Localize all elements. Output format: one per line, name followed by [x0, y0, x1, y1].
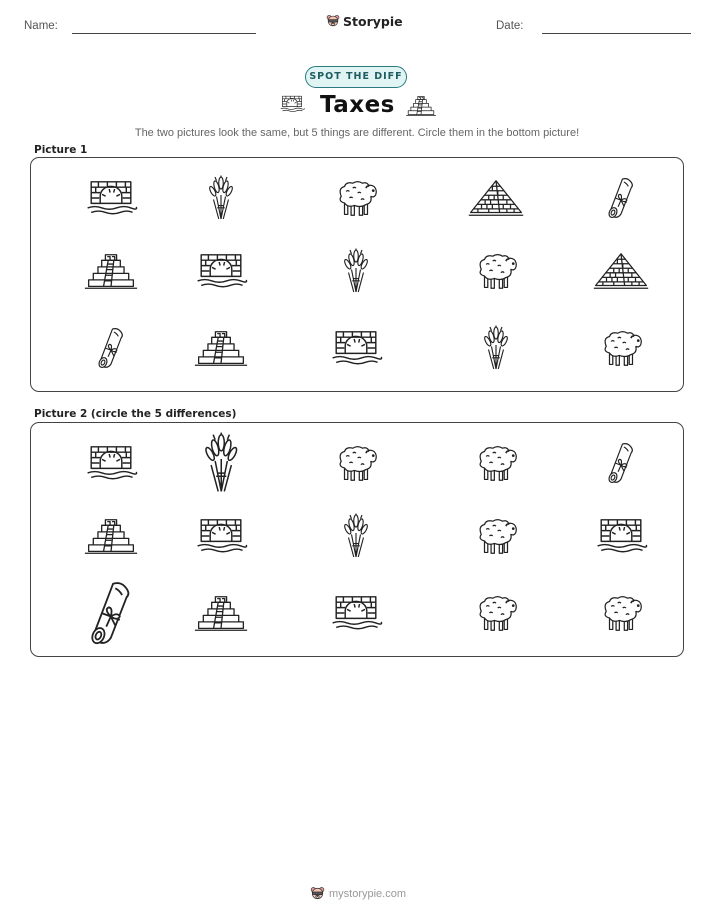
- date-label: Date:: [496, 20, 524, 32]
- sheep-icon[interactable]: [473, 593, 519, 633]
- activity-badge: SPOT THE DIFF: [305, 66, 407, 88]
- sheep-icon[interactable]: [598, 593, 644, 633]
- bridge-icon: [329, 328, 383, 368]
- name-label: Name:: [24, 20, 58, 32]
- sheep-icon[interactable]: [473, 443, 519, 483]
- step-pyramid-icon: [193, 328, 249, 369]
- scroll-icon[interactable]: [86, 579, 136, 647]
- wheat-icon[interactable]: [201, 432, 242, 494]
- picture1-panel: [30, 157, 684, 392]
- step-pyramid-icon: [83, 251, 139, 292]
- wheat-icon: [206, 175, 236, 221]
- wheat-icon: [481, 325, 511, 371]
- footer-link[interactable]: mystorypie.com: [329, 887, 407, 900]
- step-pyramid-icon[interactable]: [193, 593, 249, 634]
- bridge-icon: [84, 178, 138, 218]
- bridge-icon[interactable]: [84, 443, 138, 483]
- wheat-icon[interactable]: [341, 513, 371, 559]
- sheep-icon[interactable]: [333, 443, 379, 483]
- bridge-icon: [279, 94, 305, 114]
- sheep-icon: [473, 251, 519, 291]
- bridge-icon: [194, 251, 248, 291]
- picture2-panel[interactable]: [30, 422, 684, 657]
- pyramid-icon: [467, 178, 525, 218]
- picture1-label: Picture 1: [34, 144, 88, 156]
- bear-logo-icon: [326, 13, 340, 29]
- instructions: The two pictures look the same, but 5 things are different. Circle them in the bottom picture!: [134, 127, 580, 139]
- date-line[interactable]: [542, 33, 691, 34]
- scroll-icon[interactable]: [605, 441, 637, 485]
- bridge-icon[interactable]: [594, 516, 648, 556]
- sheep-icon: [333, 178, 379, 218]
- footer: [310, 885, 406, 902]
- sheep-icon: [598, 328, 644, 368]
- page-title: Taxes: [320, 92, 395, 118]
- scroll-icon: [605, 176, 637, 220]
- step-pyramid-icon[interactable]: [83, 516, 139, 557]
- brand-logo: [326, 13, 403, 29]
- bridge-icon[interactable]: [194, 516, 248, 556]
- scroll-icon: [95, 326, 127, 370]
- sheep-icon[interactable]: [473, 516, 519, 556]
- bridge-icon[interactable]: [329, 593, 383, 633]
- bear-logo-icon: [310, 885, 325, 902]
- pyramid-icon: [592, 251, 650, 291]
- name-line[interactable]: [72, 33, 256, 34]
- wheat-icon: [341, 248, 371, 294]
- step-pyramid-icon: [405, 94, 437, 118]
- picture2-label: Picture 2 (circle the 5 differences): [34, 408, 237, 420]
- brand-name: Storypie: [343, 13, 403, 29]
